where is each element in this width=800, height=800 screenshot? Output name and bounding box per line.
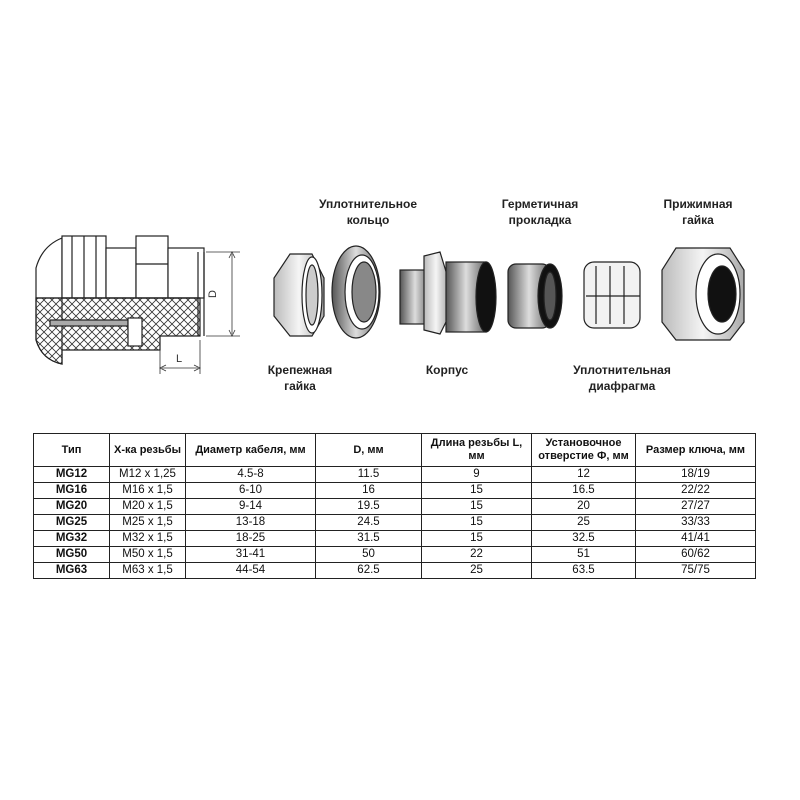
cell-wrench-size: 75/75: [636, 563, 756, 579]
label-pressure-nut-line1: Прижимная: [663, 197, 733, 211]
table-row: [34, 563, 756, 579]
header-type: Тип: [34, 434, 110, 467]
label-lock-nut: [250, 362, 350, 394]
lock-nut-part: [274, 254, 324, 336]
cell-mount-hole: 32.5: [532, 531, 636, 547]
cell-cable-diameter: 18-25: [186, 531, 316, 547]
cell-type: MG20: [34, 499, 110, 515]
cell-wrench-size: 60/62: [636, 547, 756, 563]
cell-thread: M63 x 1,5: [110, 563, 186, 579]
cell-type: MG50: [34, 547, 110, 563]
cell-type: MG32: [34, 531, 110, 547]
label-diaphragm-line2: диафрагма: [588, 379, 656, 393]
cell-type: MG25: [34, 515, 110, 531]
label-seal-ring-line2: кольцо: [346, 213, 390, 227]
cell-cable-diameter: 31-41: [186, 547, 316, 563]
body-part: [400, 252, 496, 334]
cell-wrench-size: 22/22: [636, 483, 756, 499]
cell-wrench-size: 27/27: [636, 499, 756, 515]
label-body: [412, 362, 482, 378]
cell-wrench-size: 18/19: [636, 467, 756, 483]
dim-l-label: L: [176, 353, 183, 365]
header-thread: Х-ка резьбы: [110, 434, 186, 467]
header-thread-length: Длина резьбы L, мм: [422, 434, 532, 467]
cell-thread: M25 x 1,5: [110, 515, 186, 531]
seal-ring-part: [332, 246, 380, 338]
cell-type: MG63: [34, 563, 110, 579]
cell-thread: M50 x 1,5: [110, 547, 186, 563]
table-row: [34, 515, 756, 531]
cell-thread: M20 x 1,5: [110, 499, 186, 515]
cell-mount-hole: 16.5: [532, 483, 636, 499]
cell-thread-length: 15: [422, 483, 532, 499]
cell-thread-length: 9: [422, 467, 532, 483]
label-lock-nut-line2: гайка: [284, 379, 316, 393]
label-seal-ring: [306, 196, 430, 228]
table-row: [34, 531, 756, 547]
header-mount-hole: Установочное отверстие Ф, мм: [532, 434, 636, 467]
cell-wrench-size: 33/33: [636, 515, 756, 531]
label-body-line1: Корпус: [425, 363, 469, 377]
cell-cable-diameter: 13-18: [186, 515, 316, 531]
cell-d: 50: [316, 547, 422, 563]
label-pressure-nut: [648, 196, 748, 228]
cell-mount-hole: 63.5: [532, 563, 636, 579]
table-row: [34, 499, 756, 515]
label-seal-ring-line1: Уплотнительное: [318, 197, 418, 211]
cell-type: MG12: [34, 467, 110, 483]
label-gasket-line1: Герметичная: [501, 197, 579, 211]
cell-thread-length: 15: [422, 515, 532, 531]
label-gasket-line2: прокладка: [508, 213, 572, 227]
cell-d: 11.5: [316, 467, 422, 483]
cell-mount-hole: 25: [532, 515, 636, 531]
label-gasket: [488, 196, 592, 228]
cell-mount-hole: 20: [532, 499, 636, 515]
cell-thread: M32 x 1,5: [110, 531, 186, 547]
label-pressure-nut-line2: гайка: [682, 213, 714, 227]
cell-cable-diameter: 9-14: [186, 499, 316, 515]
header-cable-diameter: Диаметр кабеля, мм: [186, 434, 316, 467]
pressure-nut-part: [662, 248, 744, 340]
table-header-row: [34, 434, 756, 467]
label-diaphragm: [560, 362, 684, 394]
cell-cable-diameter: 4.5-8: [186, 467, 316, 483]
cell-thread-length: 15: [422, 531, 532, 547]
cell-cable-diameter: 44-54: [186, 563, 316, 579]
table-row: [34, 467, 756, 483]
table-row: [34, 547, 756, 563]
cell-d: 62.5: [316, 563, 422, 579]
header-d: D, мм: [316, 434, 422, 467]
cell-thread: M12 x 1,25: [110, 467, 186, 483]
cell-d: 19.5: [316, 499, 422, 515]
table-row: [34, 483, 756, 499]
cell-thread-length: 25: [422, 563, 532, 579]
cell-mount-hole: 51: [532, 547, 636, 563]
cell-d: 16: [316, 483, 422, 499]
cell-d: 24.5: [316, 515, 422, 531]
cell-wrench-size: 41/41: [636, 531, 756, 547]
cell-type: MG16: [34, 483, 110, 499]
cell-mount-hole: 12: [532, 467, 636, 483]
cell-d: 31.5: [316, 531, 422, 547]
cell-thread: M16 x 1,5: [110, 483, 186, 499]
label-lock-nut-line1: Крепежная: [267, 363, 333, 377]
gasket-part: [508, 264, 562, 328]
specs-table: [33, 433, 756, 579]
dim-d-label: D: [207, 290, 219, 298]
assembled-gland-section: [36, 236, 204, 364]
header-wrench-size: Размер ключа, мм: [636, 434, 756, 467]
cell-thread-length: 15: [422, 499, 532, 515]
cell-cable-diameter: 6-10: [186, 483, 316, 499]
diaphragm-part: [584, 262, 640, 328]
cell-thread-length: 22: [422, 547, 532, 563]
label-diaphragm-line1: Уплотнительная: [573, 363, 671, 377]
